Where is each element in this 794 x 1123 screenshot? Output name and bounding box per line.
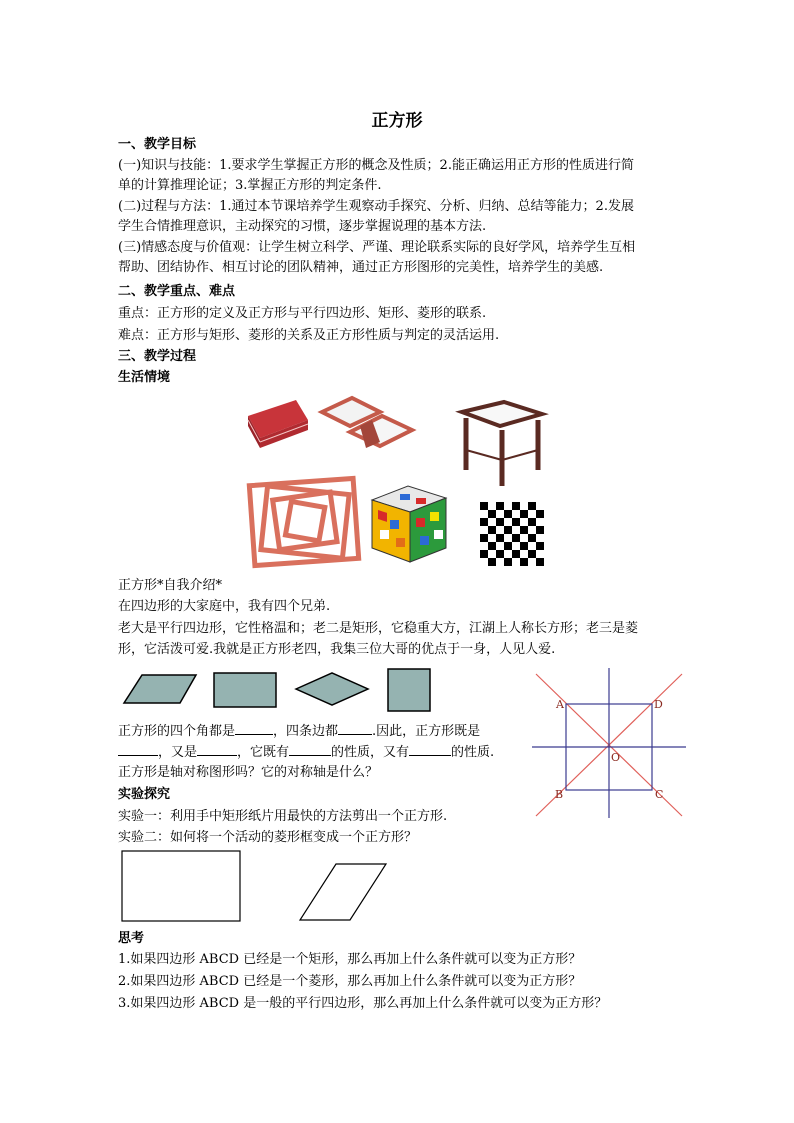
checker-cell	[520, 526, 528, 534]
checker-cell	[536, 518, 544, 526]
parallelogram-shape	[124, 675, 196, 703]
goal-line: (二)过程与方法：1.通过本节课培养学生观察动手探究、分析、归纳、总结等能力；2.发展	[118, 199, 634, 214]
checker-cell	[488, 558, 496, 566]
rectangle-shape	[214, 673, 276, 707]
checker-cell	[528, 542, 536, 550]
intro-heading: 正方形*自我介绍*	[118, 578, 223, 593]
goal-line: 帮助、团结协作、相互讨论的团队精神，通过正方形图形的完美性，培养学生的美感.	[118, 260, 604, 275]
intro-line: 形，它活泼可爱.我就是正方形老四，我集三位大哥的优点于一身，人见人爱.	[118, 642, 556, 657]
checker-cell	[520, 510, 528, 518]
answer-blank[interactable]	[289, 743, 331, 756]
checker-cell	[528, 550, 536, 558]
vertex-label-a: A	[556, 698, 564, 711]
life-images	[240, 390, 560, 570]
fill-text: 的性质，又有	[331, 745, 410, 760]
subheading-experiment: 实验探究	[118, 787, 171, 802]
checker-cell	[480, 558, 488, 566]
square-axes-diagram	[528, 666, 690, 822]
fill-blank-line-1	[118, 722, 480, 741]
goal-line: 单的计算推理论证；3.掌握正方形的判定条件.	[118, 178, 382, 193]
checker-cell	[536, 510, 544, 518]
checker-cell	[504, 542, 512, 550]
think-question: 2.如果四边形 ABCD 已经是一个菱形，那么再加上什么条件就可以变为正方形？	[118, 974, 582, 989]
checker-cell	[536, 542, 544, 550]
intro-line: 在四边形的大家庭中，我有四个兄弟.	[118, 599, 331, 614]
fill-blank-line-2	[118, 743, 494, 762]
checker-cell	[480, 550, 488, 558]
section-heading-process: 三、教学过程	[118, 349, 197, 364]
checker-cell	[528, 502, 536, 510]
checker-cell	[504, 510, 512, 518]
checker-cell	[480, 542, 488, 550]
answer-blank[interactable]	[197, 743, 237, 756]
checker-cell	[504, 526, 512, 534]
checker-cell	[520, 534, 528, 542]
goal-line: (三)情感态度与价值观：让学生树立科学、严谨、理论联系实际的良好学风，培养学生互相	[118, 240, 636, 255]
fill-text: 的性质.	[451, 745, 495, 760]
checker-cell	[512, 534, 520, 542]
checker-cell	[480, 510, 488, 518]
checker-cell	[496, 542, 504, 550]
vertex-label-b: B	[555, 788, 564, 801]
subheading-think: 思考	[118, 931, 145, 946]
quadrilaterals-row	[118, 665, 438, 715]
fill-text: .因此，正方形既是	[372, 724, 481, 739]
square-shape	[388, 669, 430, 711]
checker-cell	[528, 534, 536, 542]
checker-cell	[512, 526, 520, 534]
page-title: 正方形	[371, 111, 423, 131]
checker-cell	[528, 526, 536, 534]
checker-cell	[512, 518, 520, 526]
nested-frames-image	[249, 478, 358, 565]
checker-cell	[496, 518, 504, 526]
fill-text: 正方形的四个角都是	[118, 724, 236, 739]
checker-cell	[488, 550, 496, 558]
intro-line: 老大是平行四边形，它性格温和；老二是矩形，它稳重大方，江湖上人称长方形；老三是菱	[118, 621, 639, 636]
section-heading-key-points: 二、教学重点、难点	[118, 284, 236, 299]
checker-cell	[488, 526, 496, 534]
answer-blank[interactable]	[338, 722, 372, 735]
checker-cell	[488, 510, 496, 518]
checker-cell	[512, 510, 520, 518]
experiment-line: 实验二：如何将一个活动的菱形框变成一个正方形？	[118, 830, 418, 845]
checker-cell	[504, 534, 512, 542]
checker-cell	[520, 518, 528, 526]
checker-cell	[512, 558, 520, 566]
goal-line: (一)知识与技能：1.要求学生掌握正方形的概念及性质；2.能正确运用正方形的性质进行简	[118, 158, 634, 173]
checker-cell	[488, 518, 496, 526]
checker-cell	[488, 502, 496, 510]
checker-cell	[520, 502, 528, 510]
checker-cell	[512, 550, 520, 558]
think-question: 3.如果四边形 ABCD 是一般的平行四边形，那么再加上什么条件就可以变为正方形？	[118, 996, 608, 1011]
experiment-line: 实验一：利用手中矩形纸片用最快的方法剪出一个正方形.	[118, 809, 448, 824]
checker-cell	[496, 558, 504, 566]
answer-blank[interactable]	[118, 743, 158, 756]
checkerboard-image	[480, 502, 544, 566]
checker-cell	[488, 542, 496, 550]
checker-cell	[536, 534, 544, 542]
experiment-shapes	[118, 848, 408, 926]
checker-cell	[512, 502, 520, 510]
rectangle-outline	[122, 851, 240, 921]
checker-cell	[480, 502, 488, 510]
checker-cell	[520, 542, 528, 550]
fill-text: ，又是	[158, 745, 198, 760]
checker-cell	[496, 534, 504, 542]
checker-cell	[536, 550, 544, 558]
center-label-o: O	[611, 751, 621, 764]
checker-cell	[496, 510, 504, 518]
answer-blank[interactable]	[235, 722, 273, 735]
checker-cell	[520, 550, 528, 558]
checker-cell	[528, 518, 536, 526]
vertex-label-d: D	[654, 698, 663, 711]
table-image	[462, 402, 542, 486]
checker-cell	[536, 502, 544, 510]
subheading-life-context: 生活情境	[118, 370, 171, 385]
answer-blank[interactable]	[409, 743, 451, 756]
checker-cell	[536, 558, 544, 566]
checker-cell	[528, 558, 536, 566]
checker-cell	[480, 518, 488, 526]
checker-cell	[496, 502, 504, 510]
red-napkins-image	[248, 400, 308, 448]
rhombus-shape	[296, 673, 368, 705]
checker-cell	[496, 526, 504, 534]
checker-cell	[488, 534, 496, 542]
checker-cell	[504, 550, 512, 558]
checker-cell	[512, 542, 520, 550]
checker-cell	[520, 558, 528, 566]
boxes-image	[322, 398, 412, 448]
rubiks-cube-image	[372, 486, 446, 562]
rhombus-frame-outline	[300, 864, 386, 920]
symmetry-question: 正方形是轴对称图形吗？它的对称轴是什么？	[118, 765, 379, 780]
checker-cell	[528, 510, 536, 518]
goal-line: 学生合情推理意识，主动探究的习惯，逐步掌握说理的基本方法.	[118, 219, 487, 234]
checker-cell	[504, 558, 512, 566]
checker-cell	[536, 526, 544, 534]
key-point-line: 重点：正方形的定义及正方形与平行四边形、矩形、菱形的联系.	[118, 306, 487, 321]
difficulty-line: 难点：正方形与矩形、菱形的关系及正方形性质与判定的灵活运用.	[118, 328, 500, 343]
fill-text: ，四条边都	[273, 724, 339, 739]
checker-cell	[496, 550, 504, 558]
section-heading-goals: 一、教学目标	[118, 137, 197, 152]
checker-cell	[480, 534, 488, 542]
checker-cell	[480, 526, 488, 534]
think-question: 1.如果四边形 ABCD 已经是一个矩形，那么再加上什么条件就可以变为正方形？	[118, 952, 582, 967]
checker-cell	[504, 518, 512, 526]
checker-cell	[504, 502, 512, 510]
fill-text: ，它既有	[237, 745, 290, 760]
vertex-label-c: C	[655, 788, 664, 801]
